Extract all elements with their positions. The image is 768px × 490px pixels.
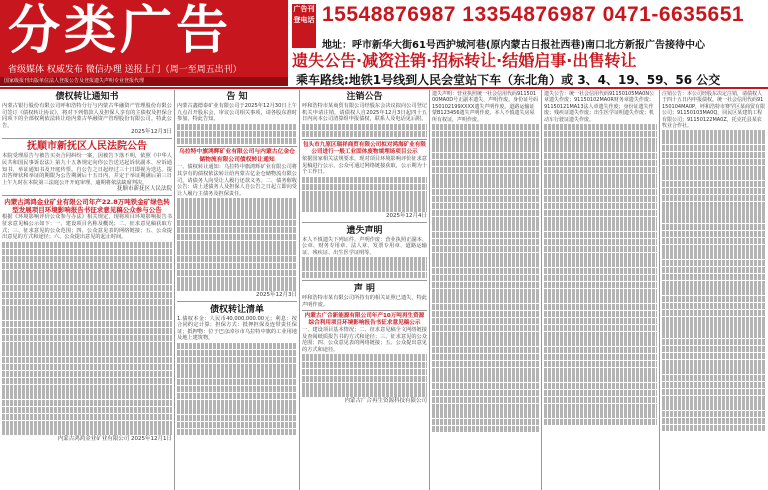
text-fill [302, 354, 427, 360]
notice-text: 依据国家相关法规要求，现对项目环境影响评价征求意见稿进行公示，公众可通过网络链接获取，公示期为十个工作日。 [302, 156, 427, 176]
text-fill [432, 361, 539, 367]
text-fill [544, 239, 657, 245]
text-fill [662, 324, 766, 330]
text-fill [544, 217, 657, 223]
notice-signature: 抚顺市新抚区人民法院 [116, 186, 172, 193]
text-fill [432, 160, 539, 166]
text-fill [2, 313, 172, 319]
text-fill [544, 260, 657, 266]
notice-heading: 内蒙古广合新能源有限公司年产10万吨再生资源综合利用项目环境影响报告书征求意见稿公示 [304, 313, 425, 327]
text-fill [662, 145, 766, 151]
text-fill [177, 205, 297, 211]
notice-text: 1.债权本金：人民币40,000,000.00元；利息：按合同约定计算；担保方式：抵押担保及连带责任保证；抵押物：位于巴彦淖尔市乌拉特中旗的工业用地及地上建筑物。 [177, 315, 297, 342]
page-title: 分类广告 [8, 0, 233, 61]
services-banner: 遗失公告·减资注销·招标转让·结婚启事·出售转让 [292, 51, 637, 70]
text-fill [544, 181, 657, 187]
text-fill [177, 350, 297, 356]
text-fill [544, 167, 657, 173]
column-5 [542, 90, 660, 490]
text-fill [2, 400, 172, 406]
masthead-slogan: 省级媒体 权威发布 微信办理 送报上门（周一至周五出刊） [8, 65, 242, 75]
text-fill [662, 425, 766, 431]
text-fill [544, 203, 657, 209]
text-fill [432, 232, 539, 238]
text-fill [662, 331, 766, 337]
text-fill [432, 404, 539, 410]
text-fill [177, 277, 297, 283]
text-fill [544, 296, 657, 302]
text-fill [432, 368, 539, 374]
text-fill [432, 224, 539, 230]
notice-heading: 遗失声明 [346, 225, 383, 236]
notice-heading: 注销公告 [346, 92, 383, 102]
text-fill [662, 411, 766, 417]
text-fill [177, 422, 297, 428]
text-fill [2, 321, 172, 327]
text-fill [544, 268, 657, 274]
text-fill [177, 263, 297, 269]
text-fill [662, 310, 766, 316]
notice-text: 呼和浩特市某有限公司所持有的相关证照已遗失，特此声明作废。 [302, 295, 427, 308]
text-fill [432, 145, 539, 151]
text-fill [544, 160, 657, 166]
text-fill [662, 296, 766, 302]
text-fill [177, 415, 297, 421]
text-fill [432, 375, 539, 381]
text-fill [544, 361, 657, 367]
text-fill [302, 362, 427, 368]
text-fill [2, 328, 172, 334]
notice-text: 本院受理原告与被告买卖合同纠纷一案，因被告下落不明，依照《中华人民共和国民事诉讼法》第九十五条规定向你公告送达起诉状副本、应诉通知书、举证通知书及开庭传票。自公告之日起经过三十日即视为送达。提出答辩状和举证的期限为公告期满后十五日内，并定于举证期满后第三日上午九时在本院第三法庭公开开庭审理，逾期将依法缺席判决。 [2, 153, 172, 186]
text-fill [662, 130, 766, 136]
text-fill [432, 318, 539, 324]
text-fill [177, 400, 297, 406]
text-fill [2, 256, 172, 262]
text-fill [432, 217, 539, 223]
text-fill [432, 253, 539, 259]
text-fill [662, 281, 766, 287]
text-fill [662, 195, 766, 201]
text-fill [544, 347, 657, 353]
text-fill [432, 203, 539, 209]
text-fill [432, 311, 539, 317]
text-fill [544, 390, 657, 396]
text-fill [662, 317, 766, 323]
text-fill [544, 196, 657, 202]
text-fill [544, 189, 657, 195]
text-fill [432, 131, 539, 137]
text-fill [662, 375, 766, 381]
text-fill [177, 386, 297, 392]
text-fill [662, 396, 766, 402]
text-fill [544, 332, 657, 338]
text-fill [662, 360, 766, 366]
text-fill [662, 418, 766, 424]
text-fill [544, 224, 657, 230]
notice-text: 内蒙古银行股份有限公司呼和浩特分行与内蒙古华融资产管理股份有限公司签订《债权转让协议》，将对下列借款人及担保人享有的主债权及担保合同项下的全部权利依法转让给内蒙古华融资产管理股份有限公司。特此公告。 [2, 103, 172, 129]
notice-text: 遗失公告：统一社会信用代码91150105MA0N公章遗失作废；91150102MA0R财务章遗失作废；91150121MA13法人章遗失作废；身份证遗失作废；残疾证遗失作废；出生医学证明遗失作废；机动车行驶证遗失作废。 [544, 91, 655, 123]
text-fill [432, 347, 539, 353]
divider [2, 195, 172, 196]
notice-date: 2025年12月4日 [386, 212, 427, 219]
text-fill [662, 274, 766, 280]
text-fill [2, 407, 172, 413]
notice-heading: 债权转让清单 [209, 304, 264, 315]
notice-heading: 告 知 [226, 92, 248, 102]
text-fill [177, 227, 297, 233]
masthead-subline: 国家级报刊出版单位法人登报公告及登报遗失声明专业登报代理 [0, 77, 288, 86]
text-fill [544, 318, 657, 324]
text-fill [2, 263, 172, 269]
notice-signature: 内蒙古广合再生资源科技有限公司 [344, 397, 427, 404]
text-fill [432, 239, 539, 245]
text-fill [302, 383, 427, 389]
text-fill [662, 260, 766, 266]
text-fill [177, 124, 297, 130]
text-fill [432, 390, 539, 396]
notice-heading: 债权转让通知书 [55, 92, 119, 102]
notice-heading: 包头市九原区瑞祥商贸有限公司拟对鸿海矿业有限公司进行一般工业固体废物填埋场项目公示 [302, 142, 427, 156]
notice-signature: 内蒙古鸿鸿金业矿业有限公司 2025年12月1日 [57, 435, 172, 442]
text-fill [662, 346, 766, 352]
text-fill [662, 252, 766, 258]
text-fill [432, 383, 539, 389]
text-fill [2, 270, 172, 276]
text-fill [662, 303, 766, 309]
text-fill [662, 339, 766, 345]
text-fill [177, 407, 297, 413]
text-fill [432, 419, 539, 425]
text-fill [432, 282, 539, 288]
text-fill [432, 397, 539, 403]
text-fill [544, 368, 657, 374]
column-6 [660, 90, 768, 490]
notice-text: 遗失声明：营业执照统一社会信用代码91150100MA0D号正副本遗失，声明作废。身份证号码150102199XXXX遗失声明作废。道路运输证蒙B123456遗失声明作废。本人不慎遗失房屋所有权证，声明作废。 [432, 91, 539, 123]
text-fill [432, 174, 539, 180]
text-fill [544, 153, 657, 159]
column-1 [0, 90, 175, 490]
text-fill [662, 245, 766, 251]
notice-text: 本人不慎遗失下列证件，声明作废：营业执照正副本、公章、财务专用章、法人章、发票专用章、道路运输证、残疾证、出生医学证明等。 [302, 236, 427, 256]
text-fill [302, 198, 427, 204]
text-fill [177, 131, 297, 137]
text-fill [2, 285, 172, 291]
text-fill [544, 339, 657, 345]
text-fill [177, 248, 297, 254]
text-fill [544, 397, 657, 403]
text-fill [2, 249, 172, 255]
text-fill [2, 306, 172, 312]
text-fill [662, 403, 766, 409]
divider [177, 301, 297, 302]
text-fill [2, 364, 172, 370]
text-fill [544, 253, 657, 259]
text-fill [662, 224, 766, 230]
header-divider [0, 87, 768, 89]
text-fill [544, 174, 657, 180]
text-fill [544, 138, 657, 144]
divider [177, 146, 297, 147]
text-fill [544, 375, 657, 381]
notice-text: 注销公告：本公司经股东决定注销，请债权人于四十五日内申报债权。统一社会信用代码91150104MA0P，呼和浩特市赛罕区某商贸有限公司；91150103MA0Q，回民区某建筑工程有限公司；91150122MA0Z，托克托县某农牧业合作社。 [662, 91, 766, 130]
text-fill [662, 152, 766, 158]
text-fill [177, 371, 297, 377]
text-fill [2, 357, 172, 363]
text-fill [302, 205, 427, 211]
text-fill [302, 131, 427, 137]
text-fill [544, 145, 657, 151]
text-fill [302, 369, 427, 375]
text-fill [662, 367, 766, 373]
text-fill [662, 389, 766, 395]
text-fill [544, 311, 657, 317]
text-fill [662, 159, 766, 165]
text-fill [432, 167, 539, 173]
text-fill [432, 411, 539, 417]
notice-heading: 声 明 [353, 284, 376, 295]
text-fill [662, 267, 766, 273]
text-fill [544, 210, 657, 216]
text-fill [432, 339, 539, 345]
text-fill [432, 181, 539, 187]
text-fill [662, 238, 766, 244]
text-fill [2, 242, 172, 248]
text-fill [544, 124, 657, 130]
notice-text: 呼和浩特市某商贸有限公司经股东会决议拟向公司登记机关申请注销，请债权人自2025年12月3日起四十五日内向本公司清算组申报债权，联系人及电话见后附。 [302, 103, 427, 123]
text-fill [302, 272, 427, 278]
text-fill [662, 382, 766, 388]
text-fill [544, 282, 657, 288]
text-fill [544, 232, 657, 238]
text-fill [177, 212, 297, 218]
text-fill [177, 343, 297, 349]
text-fill [432, 210, 539, 216]
text-fill [544, 246, 657, 252]
text-fill [177, 241, 297, 247]
text-fill [432, 138, 539, 144]
text-fill [177, 138, 297, 144]
text-fill [432, 189, 539, 195]
text-fill [544, 275, 657, 281]
text-fill [662, 166, 766, 172]
text-fill [177, 284, 297, 290]
divider [302, 280, 427, 281]
text-fill [432, 153, 539, 159]
text-fill [432, 196, 539, 202]
divider [302, 222, 427, 223]
column-2 [175, 90, 300, 490]
text-fill [2, 378, 172, 384]
text-fill [177, 256, 297, 262]
text-fill [302, 177, 427, 183]
text-fill [2, 342, 172, 348]
notice-heading: 抚顺市新抚区人民法院公告 [27, 141, 147, 153]
text-fill [177, 198, 297, 204]
text-fill [432, 325, 539, 331]
phone-numbers: 15548876987 13354876987 0471-6635651 [322, 3, 745, 26]
text-fill [177, 393, 297, 399]
notice-text: 内蒙古鑫德泰矿业有限公司于2025年12月30日上午九点召开股东会，审议公司相关事项，请各股东准时参加，特此告知。 [177, 103, 297, 123]
notice-text: 一、债权转让通知：乌拉特中旗鸿辉矿业有限公司将其享有的债权依法转让给内蒙古亿金仓储物流有限公司，请债务人向受让人履行还款义务。二、债务催收公告：请上述债务人及担保人自公告之日起立即向受让人履行主债务及担保责任。 [177, 164, 297, 197]
text-fill [2, 421, 172, 427]
text-fill [544, 354, 657, 360]
text-fill [2, 392, 172, 398]
text-fill [432, 354, 539, 360]
text-fill [177, 364, 297, 370]
text-fill [177, 429, 297, 435]
text-fill [544, 419, 657, 425]
text-fill [432, 260, 539, 266]
text-fill [432, 289, 539, 295]
text-fill [544, 304, 657, 310]
column-3 [300, 90, 430, 490]
text-fill [544, 404, 657, 410]
bus-route: 乘车路线:地铁1号线到人民会堂站下车（东北角）或 3、4、19、59、56 公交 [296, 73, 721, 87]
text-fill [544, 325, 657, 331]
text-fill [662, 137, 766, 143]
text-fill [302, 264, 427, 270]
text-fill [177, 234, 297, 240]
text-fill [662, 353, 766, 359]
text-fill [432, 426, 539, 432]
text-fill [432, 124, 539, 130]
divider [302, 310, 427, 311]
notice-text: 根据《环境影响评价公众参与办法》相关规定，现将项目环境影响报告书征求意见稿公示如下：一、建设项目名称及概况；二、征求意见稿获取方式；三、征求意见的公众范围；四、公众意见表的网络链接；五、公众提出意见的方式和途径；六、公众提出意见的起止时间。 [2, 214, 172, 241]
address-line: 地址：呼市新华大街61号西护城河巷(原内蒙古日报社西巷)南口北方新报广告接待中心 [322, 40, 706, 51]
notice-date: 2025年12月3日 [131, 129, 172, 136]
column-4 [430, 90, 542, 490]
text-fill [544, 383, 657, 389]
notice-text: 一、建设项目基本情况；二、征求意见稿全文网络链接及查阅纸质报告书的方式和途径；三、征求意见的公众范围；四、公众意见表的网络链接；五、公众提出意见的方式和途径。 [302, 327, 427, 353]
text-fill [177, 379, 297, 385]
text-fill [302, 191, 427, 197]
text-fill [177, 357, 297, 363]
text-fill [544, 131, 657, 137]
text-fill [432, 304, 539, 310]
text-fill [432, 246, 539, 252]
text-fill [2, 335, 172, 341]
text-fill [662, 188, 766, 194]
text-fill [302, 257, 427, 263]
text-fill [302, 376, 427, 382]
text-fill [662, 173, 766, 179]
text-fill [662, 231, 766, 237]
text-fill [302, 184, 427, 190]
text-fill [302, 390, 427, 396]
text-fill [2, 385, 172, 391]
hotline-tag: 广告刊登电话 [292, 4, 316, 48]
divider [2, 138, 172, 139]
text-fill [2, 371, 172, 377]
text-fill [432, 332, 539, 338]
text-fill [432, 268, 539, 274]
notice-heading: 内蒙古鸿鸿金业矿业有限公司年产22.8万吨铁金矿绿色转型发展项目环境影响报告书征求意见稿公众参与公告 [4, 198, 170, 215]
text-fill [2, 292, 172, 298]
text-fill [2, 299, 172, 305]
text-fill [662, 216, 766, 222]
divider [302, 139, 427, 140]
masthead [0, 0, 288, 86]
notice-heading: 乌拉特中旗鸿辉矿业有限公司与内蒙古亿金仓储物流有限公司债权转让通知 [179, 149, 295, 163]
text-fill [544, 411, 657, 417]
text-fill [2, 277, 172, 283]
text-fill [177, 220, 297, 226]
text-fill [662, 209, 766, 215]
text-fill [2, 414, 172, 420]
text-fill [432, 296, 539, 302]
notice-date: 2025年12月3日 [256, 291, 297, 298]
text-fill [662, 181, 766, 187]
text-fill [177, 270, 297, 276]
text-fill [544, 289, 657, 295]
text-fill [662, 202, 766, 208]
text-fill [302, 124, 427, 130]
text-fill [2, 428, 172, 434]
text-fill [662, 288, 766, 294]
text-fill [2, 349, 172, 355]
text-fill [432, 275, 539, 281]
